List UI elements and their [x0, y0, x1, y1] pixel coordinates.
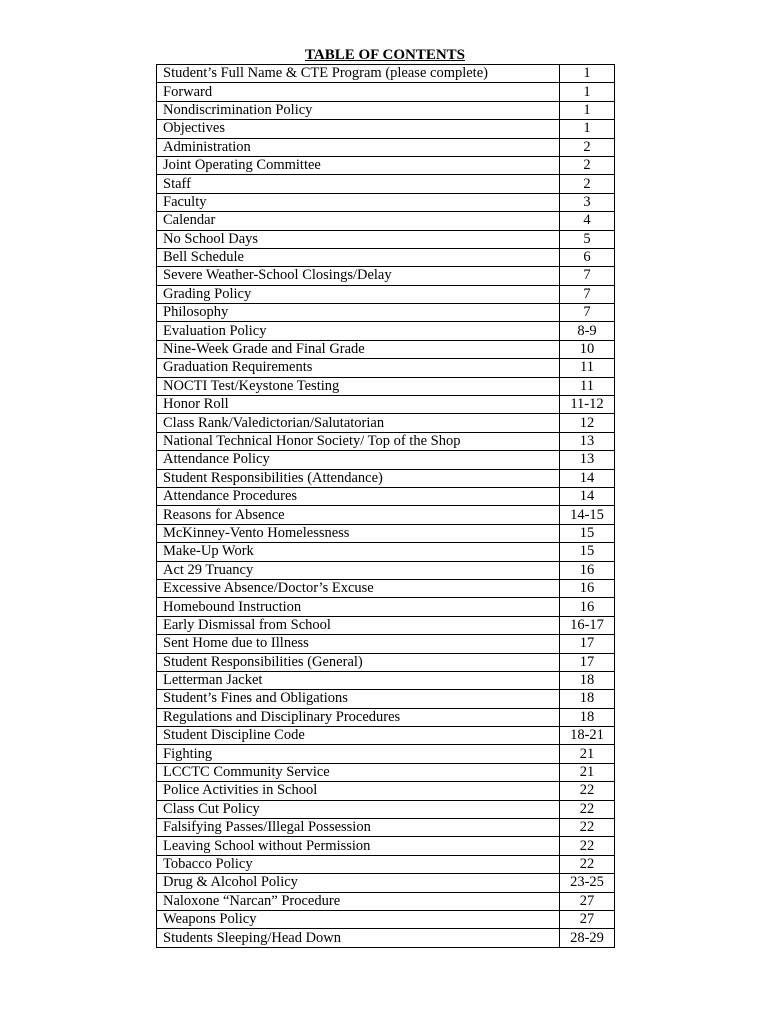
- toc-entry-page: 14-15: [560, 506, 615, 524]
- toc-entry-page: 15: [560, 524, 615, 542]
- toc-row: [157, 782, 615, 800]
- toc-entry-page: 6: [560, 248, 615, 266]
- toc-entry-page: 18: [560, 671, 615, 689]
- toc-row: [157, 469, 615, 487]
- toc-entry-title: Act 29 Truancy: [157, 561, 560, 579]
- toc-row: [157, 837, 615, 855]
- toc-entry-page: 18-21: [560, 727, 615, 745]
- toc-entry-title: Police Activities in School: [157, 782, 560, 800]
- toc-entry-page: 23-25: [560, 874, 615, 892]
- toc-row: [157, 579, 615, 597]
- toc-entry-page: 16-17: [560, 616, 615, 634]
- toc-row: [157, 212, 615, 230]
- toc-row: [157, 708, 615, 726]
- toc-entry-title: Sent Home due to Illness: [157, 635, 560, 653]
- toc-entry-title: Calendar: [157, 212, 560, 230]
- toc-row: [157, 487, 615, 505]
- toc-entry-page: 22: [560, 782, 615, 800]
- toc-entry-title: Student Responsibilities (Attendance): [157, 469, 560, 487]
- toc-entry-title: Regulations and Disciplinary Procedures: [157, 708, 560, 726]
- toc-row: [157, 101, 615, 119]
- toc-row: [157, 396, 615, 414]
- toc-table: [156, 64, 615, 948]
- toc-entry-page: 11: [560, 359, 615, 377]
- toc-entry-page: 27: [560, 910, 615, 928]
- toc-entry-page: 2: [560, 156, 615, 174]
- toc-entry-title: Early Dismissal from School: [157, 616, 560, 634]
- toc-row: [157, 598, 615, 616]
- toc-entry-page: 22: [560, 855, 615, 873]
- toc-entry-title: Falsifying Passes/Illegal Possession: [157, 819, 560, 837]
- toc-entry-page: 18: [560, 690, 615, 708]
- toc-entry-title: Attendance Policy: [157, 451, 560, 469]
- toc-entry-page: 13: [560, 432, 615, 450]
- toc-entry-page: 17: [560, 635, 615, 653]
- toc-entry-page: 16: [560, 561, 615, 579]
- toc-row: [157, 267, 615, 285]
- toc-row: [157, 340, 615, 358]
- toc-entry-title: National Technical Honor Society/ Top of the Shop: [157, 432, 560, 450]
- toc-entry-title: Naloxone “Narcan” Procedure: [157, 892, 560, 910]
- toc-entry-title: Administration: [157, 138, 560, 156]
- toc-entry-title: Student’s Fines and Obligations: [157, 690, 560, 708]
- toc-entry-title: Student’s Full Name & CTE Program (please complete): [157, 65, 560, 83]
- toc-entry-title: Student Responsibilities (General): [157, 653, 560, 671]
- toc-entry-page: 2: [560, 138, 615, 156]
- toc-entry-page: 22: [560, 800, 615, 818]
- toc-entry-page: 21: [560, 745, 615, 763]
- toc-row: [157, 414, 615, 432]
- toc-entry-title: Leaving School without Permission: [157, 837, 560, 855]
- toc-entry-title: LCCTC Community Service: [157, 763, 560, 781]
- toc-entry-page: 1: [560, 83, 615, 101]
- toc-entry-title: Excessive Absence/Doctor’s Excuse: [157, 579, 560, 597]
- toc-entry-page: 1: [560, 65, 615, 83]
- toc-entry-title: Grading Policy: [157, 285, 560, 303]
- toc-row: [157, 616, 615, 634]
- toc-row: [157, 175, 615, 193]
- toc-row: [157, 138, 615, 156]
- toc-row: [157, 561, 615, 579]
- toc-entry-page: 15: [560, 543, 615, 561]
- toc-entry-page: 10: [560, 340, 615, 358]
- toc-row: [157, 65, 615, 83]
- toc-entry-title: Staff: [157, 175, 560, 193]
- toc-row: [157, 855, 615, 873]
- toc-entry-title: Attendance Procedures: [157, 487, 560, 505]
- toc-row: [157, 230, 615, 248]
- toc-entry-page: 22: [560, 837, 615, 855]
- toc-row: [157, 432, 615, 450]
- toc-entry-title: Honor Roll: [157, 396, 560, 414]
- toc-row: [157, 543, 615, 561]
- toc-entry-page: 22: [560, 819, 615, 837]
- toc-row: [157, 874, 615, 892]
- toc-row: [157, 285, 615, 303]
- toc-entry-title: McKinney-Vento Homelessness: [157, 524, 560, 542]
- toc-entry-title: Students Sleeping/Head Down: [157, 929, 560, 947]
- toc-row: [157, 506, 615, 524]
- toc-entry-page: 16: [560, 579, 615, 597]
- toc-row: [157, 304, 615, 322]
- toc-row: [157, 763, 615, 781]
- toc-row: [157, 727, 615, 745]
- toc-row: [157, 451, 615, 469]
- toc-entry-page: 4: [560, 212, 615, 230]
- toc-entry-title: Class Rank/Valedictorian/Salutatorian: [157, 414, 560, 432]
- toc-entry-title: No School Days: [157, 230, 560, 248]
- toc-entry-page: 12: [560, 414, 615, 432]
- toc-entry-page: 8-9: [560, 322, 615, 340]
- toc-row: [157, 635, 615, 653]
- toc-entry-title: Bell Schedule: [157, 248, 560, 266]
- toc-entry-page: 21: [560, 763, 615, 781]
- toc-entry-title: Forward: [157, 83, 560, 101]
- toc-entry-page: 13: [560, 451, 615, 469]
- toc-entry-page: 2: [560, 175, 615, 193]
- toc-row: [157, 800, 615, 818]
- toc-entry-title: Class Cut Policy: [157, 800, 560, 818]
- toc-row: [157, 745, 615, 763]
- toc-entry-title: Homebound Instruction: [157, 598, 560, 616]
- toc-entry-page: 18: [560, 708, 615, 726]
- toc-row: [157, 322, 615, 340]
- toc-row: [157, 671, 615, 689]
- toc-entry-title: Student Discipline Code: [157, 727, 560, 745]
- toc-entry-title: Reasons for Absence: [157, 506, 560, 524]
- toc-entry-title: Drug & Alcohol Policy: [157, 874, 560, 892]
- toc-row: [157, 929, 615, 947]
- toc-entry-title: Faculty: [157, 193, 560, 211]
- toc-entry-page: 7: [560, 285, 615, 303]
- toc-entry-title: Objectives: [157, 120, 560, 138]
- toc-body: [157, 65, 615, 948]
- toc-row: [157, 193, 615, 211]
- toc-entry-title: Tobacco Policy: [157, 855, 560, 873]
- toc-entry-page: 14: [560, 469, 615, 487]
- toc-entry-page: 16: [560, 598, 615, 616]
- toc-entry-title: Philosophy: [157, 304, 560, 322]
- toc-row: [157, 156, 615, 174]
- toc-entry-title: Weapons Policy: [157, 910, 560, 928]
- toc-entry-title: NOCTI Test/Keystone Testing: [157, 377, 560, 395]
- toc-entry-page: 7: [560, 267, 615, 285]
- toc-row: [157, 690, 615, 708]
- toc-entry-page: 11-12: [560, 396, 615, 414]
- toc-row: [157, 910, 615, 928]
- toc-row: [157, 377, 615, 395]
- toc-entry-title: Evaluation Policy: [157, 322, 560, 340]
- toc-entry-page: 3: [560, 193, 615, 211]
- toc-entry-page: 11: [560, 377, 615, 395]
- toc-entry-title: Nondiscrimination Policy: [157, 101, 560, 119]
- toc-row: [157, 819, 615, 837]
- toc-entry-page: 27: [560, 892, 615, 910]
- toc-row: [157, 83, 615, 101]
- toc-entry-page: 1: [560, 120, 615, 138]
- toc-entry-title: Nine-Week Grade and Final Grade: [157, 340, 560, 358]
- toc-heading: TABLE OF CONTENTS: [304, 47, 466, 63]
- toc-entry-title: Severe Weather-School Closings/Delay: [157, 267, 560, 285]
- toc-entry-page: 17: [560, 653, 615, 671]
- toc-entry-page: 7: [560, 304, 615, 322]
- toc-entry-title: Joint Operating Committee: [157, 156, 560, 174]
- toc-entry-page: 28-29: [560, 929, 615, 947]
- toc-row: [157, 653, 615, 671]
- toc-entry-page: 1: [560, 101, 615, 119]
- toc-row: [157, 359, 615, 377]
- toc-row: [157, 248, 615, 266]
- toc-entry-title: Letterman Jacket: [157, 671, 560, 689]
- toc-entry-title: Graduation Requirements: [157, 359, 560, 377]
- toc-entry-title: Make-Up Work: [157, 543, 560, 561]
- toc-row: [157, 524, 615, 542]
- toc-row: [157, 892, 615, 910]
- toc-entry-title: Fighting: [157, 745, 560, 763]
- toc-entry-page: 5: [560, 230, 615, 248]
- toc-entry-page: 14: [560, 487, 615, 505]
- toc-row: [157, 120, 615, 138]
